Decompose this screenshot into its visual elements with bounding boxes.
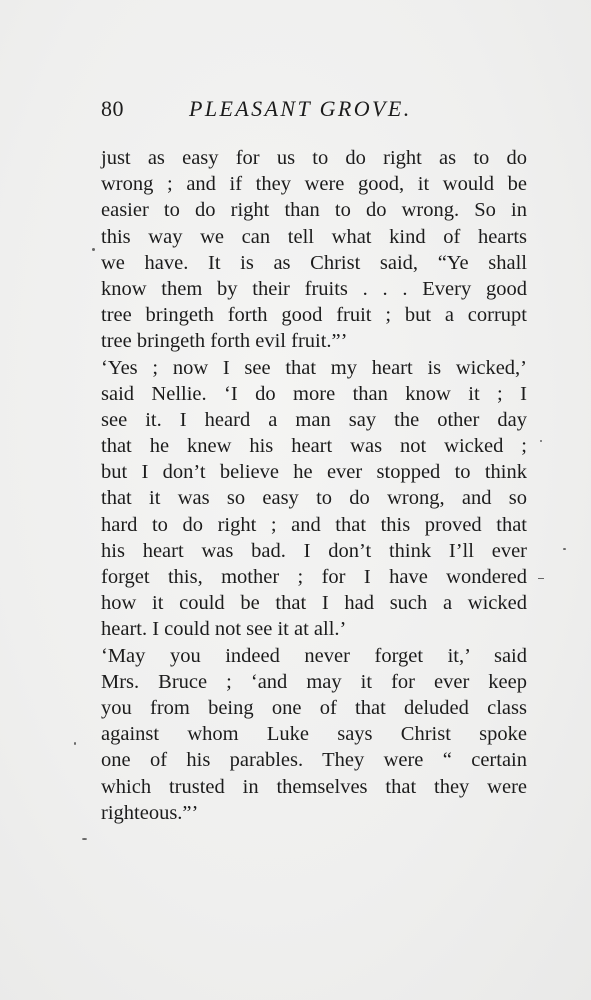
text-line: you from being one of that deluded class: [101, 696, 527, 719]
scan-speck: [563, 548, 566, 550]
text-line: ‘Yes ; now I see that my heart is wicked,’: [101, 356, 527, 379]
page-number: 80: [101, 96, 124, 121]
text-line: how it could be that I had such a wicked: [101, 592, 527, 615]
text-line: his heart was bad. I don’t think I’ll ever: [101, 539, 527, 562]
text-line: ‘May you indeed never forget it,’ said: [101, 644, 527, 667]
text-line: that it was so easy to do wrong, and so: [101, 487, 527, 510]
text-line: heart. I could not see it at all.’: [101, 618, 347, 641]
text-line: against whom Luke says Christ spoke: [101, 723, 527, 746]
text-line: tree bringeth forth evil fruit.”’: [101, 330, 348, 353]
scan-speck: [540, 440, 542, 442]
text-line: that he knew his heart was not wicked ;: [101, 435, 527, 458]
text-line: which trusted in themselves that they were: [101, 775, 527, 798]
text-line: this way we can tell what kind of hearts: [101, 225, 527, 248]
text-line: see it. I heard a man say the other day: [101, 408, 527, 431]
text-line: one of his parables. They were “ certain: [101, 749, 527, 772]
scan-speck: [92, 248, 95, 251]
page-header: [101, 96, 531, 130]
text-line: Mrs. Bruce ; ‘and may it for ever keep: [101, 670, 527, 693]
text-line: tree bringeth forth good fruit ; but a corrupt: [101, 304, 527, 327]
text-line: easier to do right than to do wrong. So in: [101, 199, 527, 222]
text-line: we have. It is as Christ said, “Ye shall: [101, 251, 527, 274]
text-line: just as easy for us to do right as to do: [101, 147, 527, 169]
text-line: hard to do right ; and that this proved that: [101, 513, 527, 536]
text-line: said Nellie. ‘I do more than know it ; I: [101, 382, 527, 405]
scan-speck: [538, 578, 544, 579]
text-line: righteous.”’: [101, 801, 199, 824]
text-line: wrong ; and if they were good, it would be: [101, 173, 527, 196]
scan-speck: [74, 742, 76, 745]
body-text: [101, 145, 527, 826]
text-line: forget this, mother ; for I have wondered: [101, 566, 527, 588]
scan-speck: [82, 838, 87, 840]
text-line: know them by their fruits . . . Every good: [101, 277, 527, 300]
text-line: but I don’t believe he ever stopped to think: [101, 461, 527, 484]
running-title: PLEASANT GROVE.: [189, 96, 412, 121]
